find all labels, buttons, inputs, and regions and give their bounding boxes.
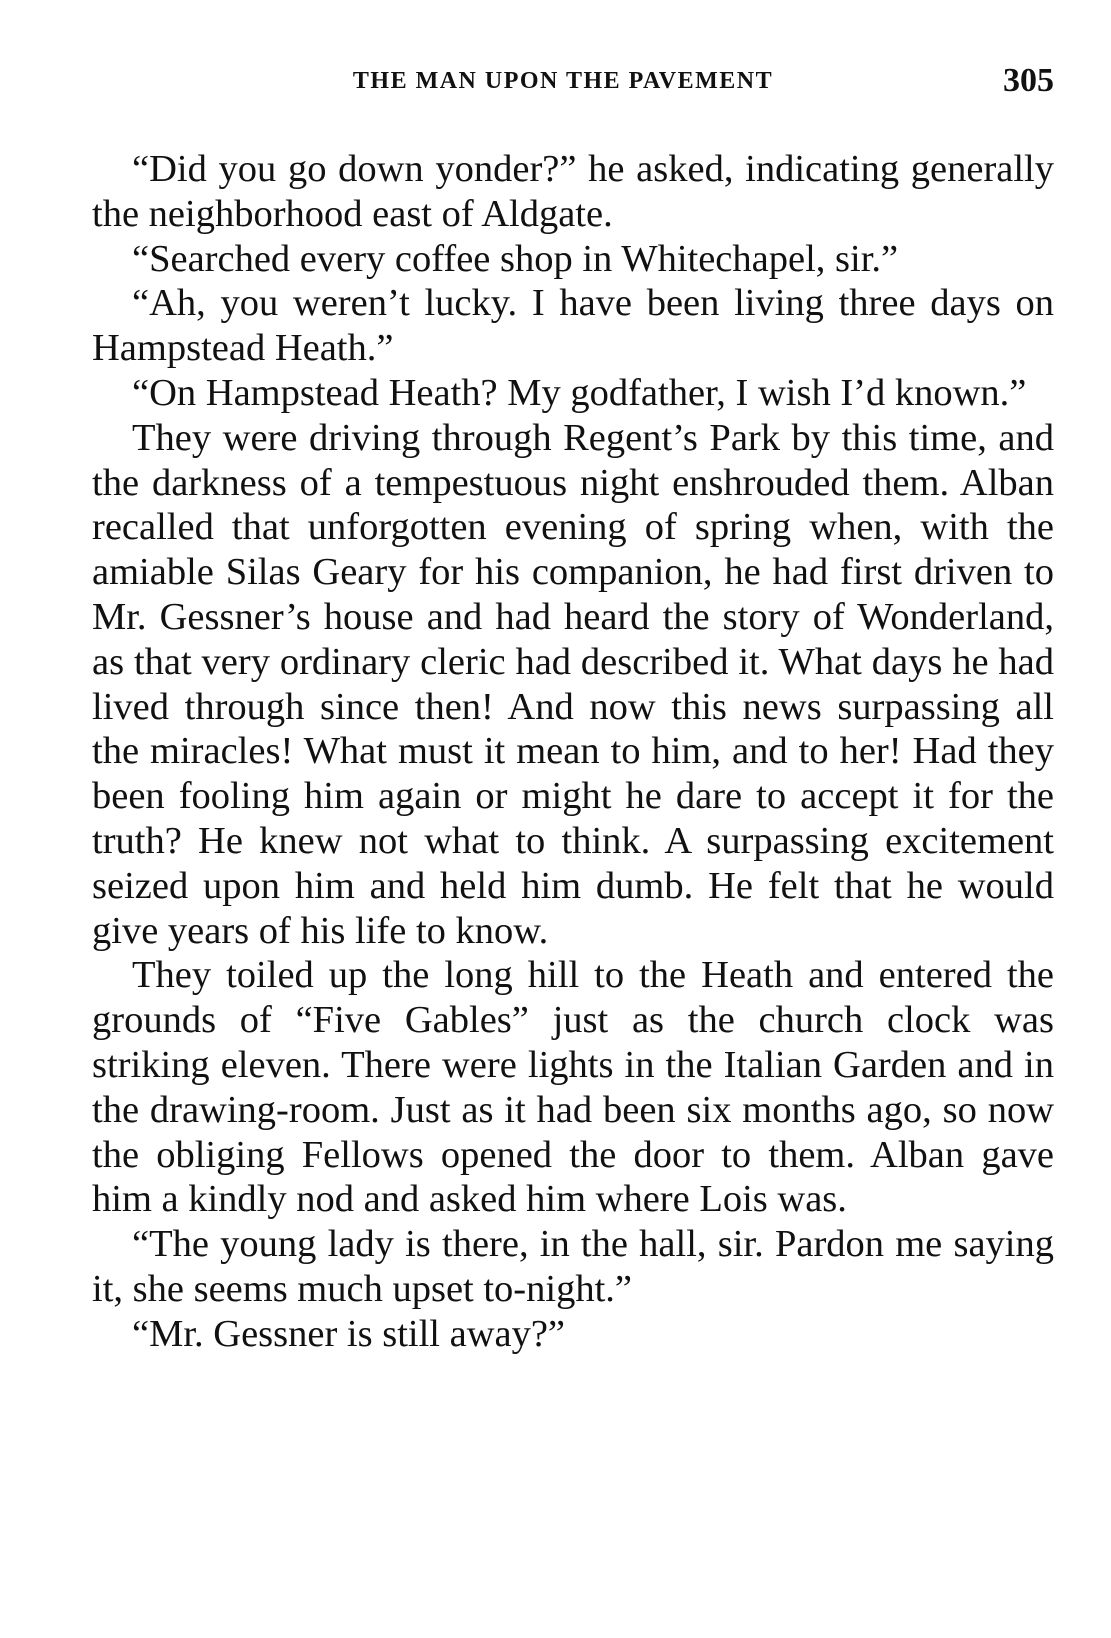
- body-text: [92, 147, 1054, 1357]
- running-title: THE MAN UPON THE PAVEMENT: [352, 68, 774, 94]
- paragraph: “The young lady is there, in the hall, sir. Pardon me saying it, she seems much upset to-night.”: [92, 1223, 1054, 1310]
- page-number: 305: [1003, 62, 1054, 99]
- paragraph: They toiled up the long hill to the Heath and entered the grounds of “Five Gables” just as the church clock was striking eleven. There were lights in the Italian Garden and in the drawing-room. Just as it had been six months ago, so now the obliging Fellows opened the door to them. Alban gave him a kindly nod and asked him where Lois was.: [92, 954, 1054, 1221]
- paragraph: “On Hampstead Heath? My godfather, I wish I’d known.”: [132, 371, 1027, 414]
- running-head: [92, 62, 1054, 106]
- paragraph: “Ah, you weren’t lucky. I have been living three days on Hampstead Heath.”: [92, 282, 1054, 370]
- paragraph: “Searched every coffee shop in Whitechapel, sir.”: [132, 237, 899, 280]
- paragraph: They were driving through Regent’s Park by this time, and the darkness of a tempestuous night enshrouded them. Alban recalled that unforgotten evening of spring when, with the amiable Silas Geary for his companion, he had first driven to Mr. Gessner’s house and had heard the story of Wonderland, as that very ordinary cleric had described it. What days he had lived through since then! And now this news surpassing all the miracles! What must it mean to him, and to her! Had they been fooling him again or might he dare to accept it for the truth? He knew not what to think. A surpassing excitement seized upon him and held him dumb. He felt that he would give years of his life to know.: [92, 416, 1054, 952]
- paragraph: “Mr. Gessner is still away?”: [132, 1312, 566, 1355]
- paragraph: “Did you go down yonder?” he asked, indicating generally the neighborhood east of Aldgate.: [92, 148, 1054, 235]
